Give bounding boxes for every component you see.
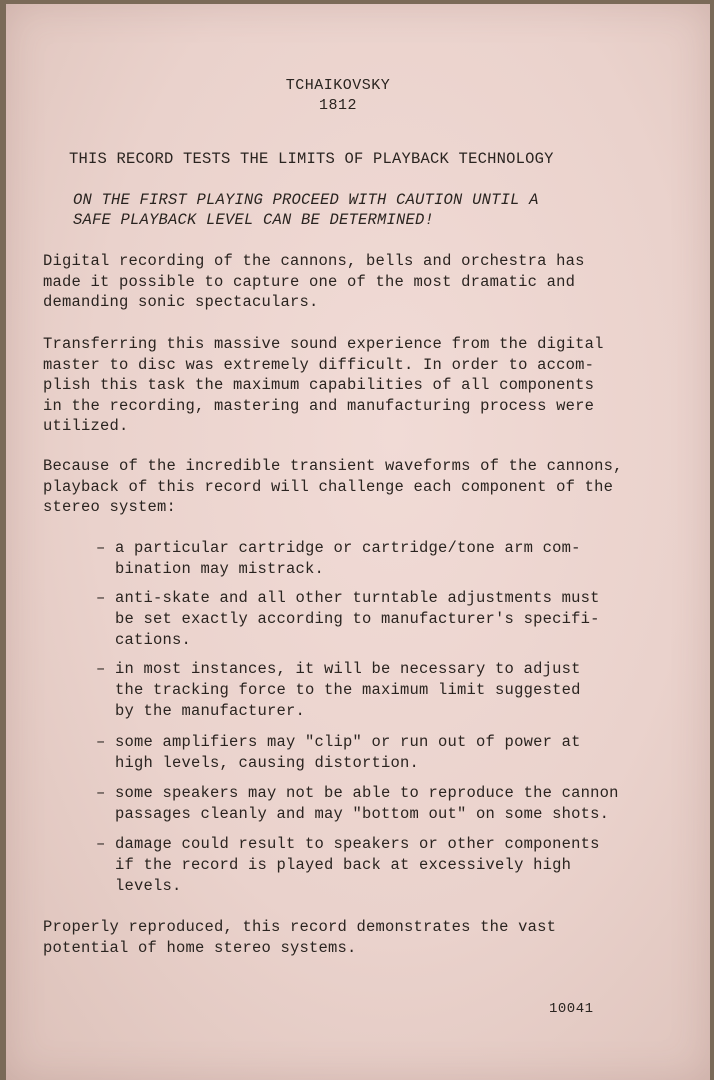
text-line: if the record is played back at excessively high	[115, 856, 572, 874]
text-line: Properly reproduced, this record demonstrates the vast	[43, 918, 557, 936]
caution-warning	[73, 190, 539, 230]
bullet-item	[96, 538, 581, 580]
text-line: some speakers may not be able to reproduce the cannon	[115, 784, 619, 802]
text-line: high levels, causing distortion.	[115, 754, 420, 772]
composer-title: TCHAIKOVSKY	[285, 77, 391, 94]
warning-line: ON THE FIRST PLAYING PROCEED WITH CAUTION UNTIL A	[73, 191, 539, 209]
text-line: bination may mistrack.	[115, 560, 325, 578]
text-line: potential of home stereo systems.	[43, 938, 357, 957]
text-line: stereo system:	[43, 498, 177, 516]
dash-marker: –	[96, 835, 106, 853]
text-line: plish this task the maximum capabilities of all components	[43, 376, 595, 394]
paragraph-conclusion	[43, 917, 556, 958]
text-line: master to disc was extremely difficult. In order to accom-	[43, 355, 595, 374]
bullet-item	[96, 588, 600, 651]
text-line: the tracking force to the maximum limit suggested	[115, 681, 581, 699]
bullet-item	[96, 834, 600, 897]
text-line: anti-skate and all other turntable adjustments must	[115, 589, 600, 607]
text-line: utilized.	[43, 417, 129, 435]
dash-marker: –	[96, 784, 106, 802]
dash-marker: –	[96, 733, 106, 751]
headline: THIS RECORD TESTS THE LIMITS OF PLAYBACK TECHNOLOGY	[69, 150, 554, 168]
text-line: made it possible to capture one of the most dramatic and	[43, 272, 576, 291]
dash-marker: –	[96, 660, 106, 678]
text-line: in most instances, it will be necessary to adjust	[115, 660, 581, 678]
catalog-number: 10041	[549, 1001, 594, 1017]
bullet-item	[96, 732, 581, 774]
text-line: Transferring this massive sound experience from the digital	[43, 335, 604, 353]
text-line: be set exactly according to manufacturer's specifi-	[115, 610, 600, 628]
text-line: playback of this record will challenge each component of the	[43, 477, 614, 496]
text-line: a particular cartridge or cartridge/tone arm com-	[115, 539, 581, 557]
text-line: levels.	[115, 877, 182, 895]
dash-marker: –	[96, 539, 106, 557]
text-line: damage could result to speakers or other components	[115, 835, 600, 853]
text-line: cations.	[115, 631, 192, 649]
bullet-item	[96, 659, 581, 722]
text-line: in the recording, mastering and manufacturing process were	[43, 396, 595, 415]
text-line: by the manufacturer.	[115, 702, 306, 720]
text-line: Because of the incredible transient waveforms of the cannons,	[43, 457, 623, 475]
text-line: passages cleanly and may "bottom out" on some shots.	[115, 805, 610, 823]
paragraph-digital-recording	[43, 251, 585, 313]
document-sheet	[6, 4, 710, 1080]
bullet-item	[96, 783, 619, 825]
work-title: 1812	[318, 97, 357, 114]
paragraph-transients	[43, 456, 623, 518]
dash-marker: –	[96, 589, 106, 607]
warning-line: SAFE PLAYBACK LEVEL CAN BE DETERMINED!	[73, 211, 435, 229]
text-line: some amplifiers may "clip" or run out of power at	[115, 733, 581, 751]
text-line: Digital recording of the cannons, bells and orchestra has	[43, 252, 585, 270]
text-line: demanding sonic spectaculars.	[43, 293, 319, 311]
paragraph-transfer	[43, 334, 604, 437]
